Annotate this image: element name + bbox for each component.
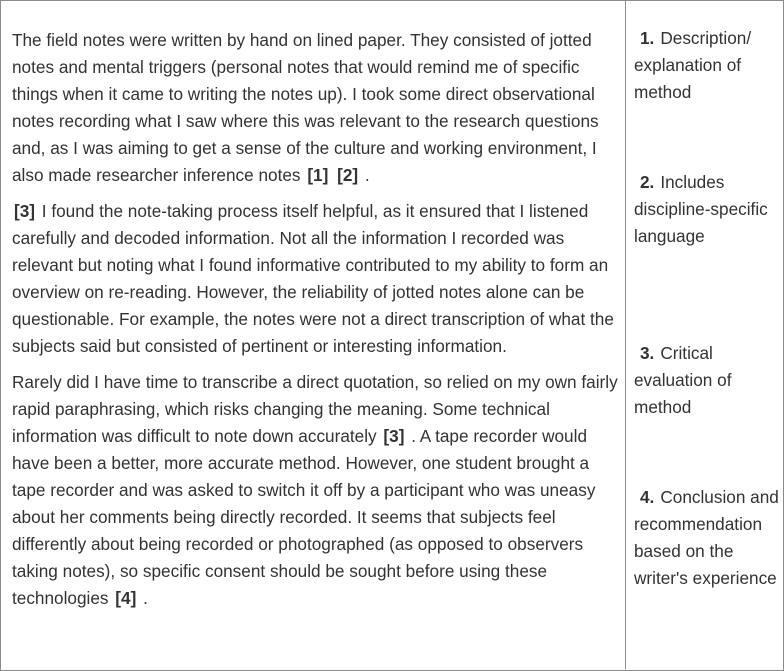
field-notes-text <box>12 27 620 612</box>
paragraph-text <box>330 165 335 185</box>
reference-marker: [4] <box>115 588 137 608</box>
reference-marker: [3] <box>383 426 405 446</box>
annotation-number: 1. <box>640 28 655 48</box>
paragraph-text: The field notes were written by hand on lined paper. They consisted of jotted notes and mental triggers (personal notes that would remind me of specific things when it came to writing the notes up). I took some direct observational notes recording what I saw where this was relevant to the research questions and, as I was aiming to get a sense of the culture and working environment, I also made researcher inference notes <box>12 30 599 185</box>
annotation-3 <box>634 340 779 421</box>
paragraph-text: . A tape recorder would have been a better, more accurate method. However, one student brought a tape recorder and was asked to switch it off by a participant who was uneasy about her comments being directly recorded. It seems that subjects feel differently about being recorded or photographed (as opposed to observers taking notes), so specific consent should be sought before using these technologies <box>12 426 596 608</box>
reference-marker: [2] <box>337 165 359 185</box>
paragraph-3 <box>12 369 620 612</box>
annotation-number: 2. <box>640 172 655 192</box>
paragraph-text: I found the note-taking process itself helpful, as it ensured that I listened carefully and decoded information. Not all the information I recorded was relevant but noting what I found informative contributed to my ability to form an overview on re-reading. However, the reliability of jotted notes alone can be questionable. For example, the notes were not a direct transcription of what the subjects said but consisted of pertinent or interesting information. <box>12 201 614 356</box>
paragraph-text: Rarely did I have time to transcribe a direct quotation, so relied on my own fairly rapid paraphrasing, which risks changing the meaning. Some technical information was difficult to note down accurately <box>12 372 618 446</box>
annotation-text: Conclusion and recommendation based on the writer's experience <box>634 487 779 588</box>
reference-marker: [1] <box>307 165 329 185</box>
annotation-1 <box>634 25 779 106</box>
paragraph-text: . <box>360 165 370 185</box>
column-divider <box>625 0 626 669</box>
annotation-number: 4. <box>640 487 655 507</box>
reference-marker: [3] <box>14 201 36 221</box>
paragraph-1 <box>12 27 620 189</box>
annotation-number: 3. <box>640 343 655 363</box>
annotation-4 <box>634 484 779 592</box>
paragraph-2 <box>12 198 620 360</box>
paragraph-text: . <box>138 588 148 608</box>
annotation-2 <box>634 169 779 250</box>
annotation-text: Critical evaluation of method <box>634 343 732 417</box>
annotation-text: Description/ explanation of method <box>634 28 752 102</box>
annotation-text: Includes discipline-specific language <box>634 172 768 246</box>
